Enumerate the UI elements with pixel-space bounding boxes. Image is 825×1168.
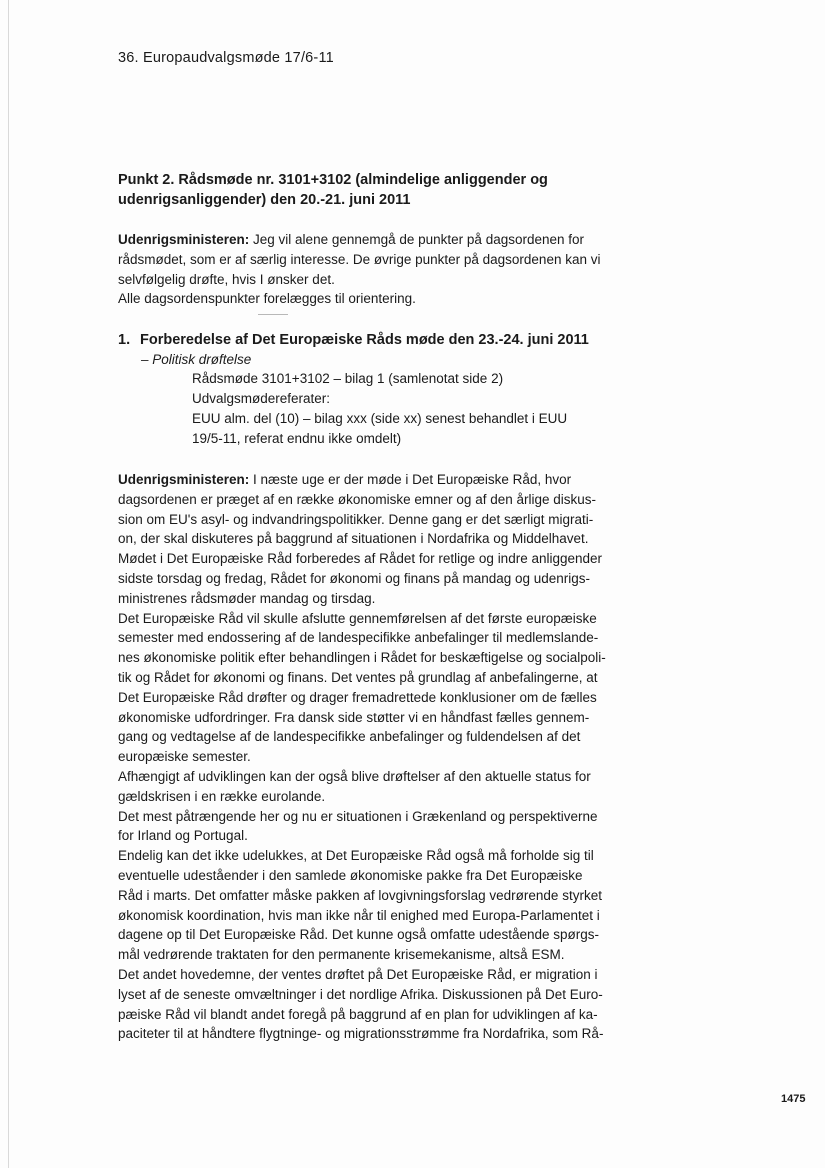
statement-line: for Irland og Portugal. [118,828,248,844]
reference-line: Udvalgsmødereferater: [192,391,331,406]
statement-line: gang og vedtagelse af de landespecifikke anbefalinger og fuldendelsen af det [118,729,581,745]
statement-line: dagene op til Det Europæiske Råd. Det kunne også omfatte udestående spørgs- [118,927,600,943]
speaker-label: Udenrigsministeren: [118,472,250,487]
statement-line: økonomisk koordination, hvis man ikke når til enighed med Europa-Parlamentet i [118,907,600,923]
agenda-point-title [118,170,598,210]
agenda-item-title: Forberedelse af Det Europæiske Råds møde den 23.-24. juni 2011 [140,332,589,348]
statement-line: europæiske semester. [118,749,251,765]
statement-line: I næste uge er der møde i Det Europæiske Råd, hvor [249,472,572,487]
speaker-label: Udenrigsministeren: [118,232,250,247]
intro-text-line: rådsmødet, som er af særlig interesse. De øvrige punkter på dagsordenen kan vi [118,251,601,267]
statement-line: mål vedrørende traktaten for den permanente krisemekanisme, altså ESM. [118,947,565,963]
agenda-point-title-line: Punkt 2. Rådsmøde nr. 3101+3102 (almindelige anliggender og [118,172,548,188]
statement-line: sidste torsdag og fredag, Rådet for økonomi og finans på mandag og udenrigs- [118,570,591,586]
statement-line: lyset af de seneste omvæltninger i det nordlige Afrika. Diskussionen på Det Euro- [118,986,603,1002]
agenda-item-subtitle: – Politisk drøftelse [141,352,252,367]
statement-line: Råd i marts. Det omfatter måske pakken af lovgivningsforslag vedrørende styrket [118,887,602,903]
statement-line: Mødet i Det Europæiske Råd forberedes af Rådet for retlige og indre anliggender [118,551,603,567]
intro-text-line: Jeg vil alene gennemgå de punkter på dagsordenen for [249,232,585,247]
statement-line: ministrenes rådsmøder mandag og tirsdag. [118,590,376,606]
statement-line: paciteter til at håndtere flygtninge- og migrationsstrømme fra Nordafrika, som Rå- [118,1026,604,1042]
meeting-header: 36. Europaudvalgsmøde 17/6-11 [118,50,334,66]
statement-line: Det Europæiske Råd drøfter og drager fremadrettede konklusioner om de fælles [118,689,597,705]
statement-line: Afhængigt af udviklingen kan der også blive drøftelser af den aktuelle status for [118,768,591,784]
intro-text-line: selvfølgelig drøfte, hvis I ønsker det. [118,271,335,287]
agenda-item-references [192,369,592,449]
page-number: 1475 [781,1093,806,1105]
page-edge-line [8,0,9,1168]
statement-line: eventuelle udeståender i den samlede økonomiske pakke fra Det Europæiske [118,867,583,883]
statement-line: Det andet hovedemne, der ventes drøftet på Det Europæiske Råd, er migration i [118,966,598,982]
minister-statement [118,470,606,1044]
statement-line: pæiske Råd vil blandt andet foregå på baggrund af en plan for udviklingen af ka- [118,1006,598,1022]
reference-line: EUU alm. del (10) – bilag xxx (side xx) senest behandlet i EUU [192,411,568,426]
statement-line: Det mest påtrængende her og nu er situationen i Grækenland og perspektiverne [118,808,598,824]
agenda-point-title-line: udenrigsanliggender) den 20.-21. juni 2011 [118,192,411,208]
reference-line: Rådsmøde 3101+3102 – bilag 1 (samlenotat side 2) [192,371,504,386]
statement-line: nes økonomiske politik efter behandlingen i Rådet for beskæftigelse og socialpoli- [118,650,606,666]
statement-line: on, der skal diskuteres på baggrund af situationen i Nordafrika og Middelhavet. [118,531,589,547]
agenda-item-number: 1. [118,332,131,348]
reference-line: 19/5-11, referat endnu ikke omdelt) [192,431,402,446]
statement-line: tik og Rådet for økonomi og finans. Det ventes på grundlag af anbefalingerne, at [118,669,598,685]
intro-text-line: Alle dagsordenspunkter forelægges til orientering. [118,291,416,307]
intro-paragraph [118,230,608,309]
statement-line: økonomiske udfordringer. Fra dansk side støtter vi en håndfast fælles gennem- [118,709,590,725]
statement-line: gældskrisen i en række eurolande. [118,788,326,804]
statement-line: Endelig kan det ikke udelukkes, at Det Europæiske Råd også må forholde sig til [118,848,594,864]
statement-line: semester med endossering af de landespecifikke anbefalinger til medlemslande- [118,630,599,646]
separator-line [258,314,288,315]
statement-line: dagsordenen er præget af en række økonomiske emner og af den årlige diskus- [118,491,597,507]
statement-line: sion om EU's asyl- og indvandringspolitikker. Denne gang er det særligt migrati- [118,511,594,527]
agenda-item-heading [118,330,618,350]
statement-line: Det Europæiske Råd vil skulle afslutte gennemførelsen af det første europæiske [118,610,597,626]
